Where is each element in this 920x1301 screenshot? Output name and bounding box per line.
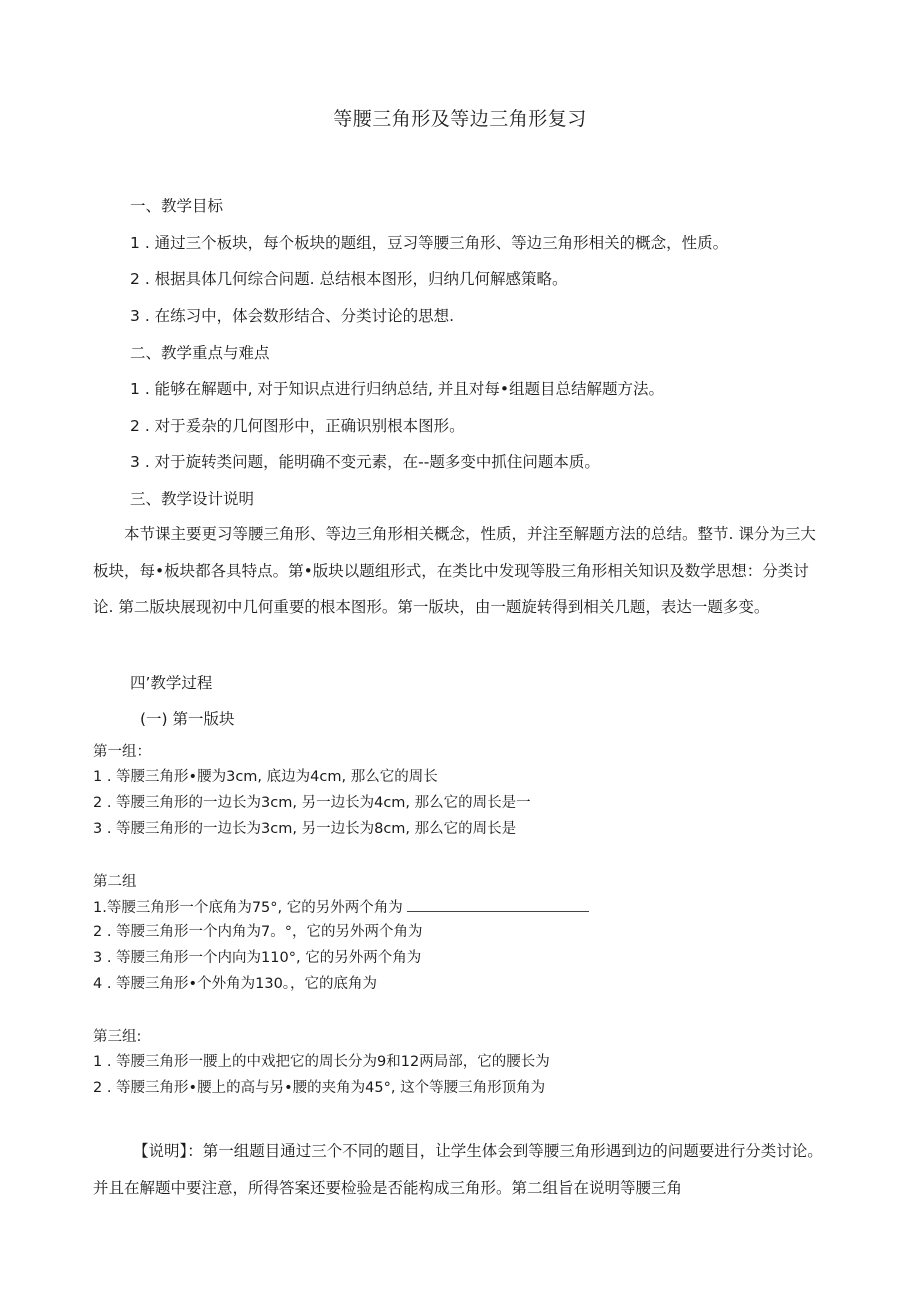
key-point-item: [130, 452, 600, 472]
question-item: [93, 1052, 550, 1072]
group-heading: 第三组:: [93, 1029, 142, 1045]
item-number: 1: [130, 234, 140, 252]
document-title: 等腰三角形及等边三角形复习: [333, 108, 587, 130]
design-paragraph: 本节课主要更习等腰三角形、等边三角形相关概念，性质，并注至解题方法的总结。整节. 课分为三大板块，每•板块都各具特点。第•版块以题组形式，在类比中发现等股三角形相关知识及数学思想：分类讨论. 第二版块展现初中几何重要的根本图形。第一版块，由一题旋转得到相关几题，表达一题多变。: [93, 525, 816, 616]
item-number: 2: [93, 924, 103, 940]
item-text: . 根据具体几何综合问题. 总结根本图形，归纳几何解感策略。: [144, 270, 568, 288]
question-item: [93, 897, 589, 918]
section-heading-key-points: 二、教学重点与难点: [130, 344, 270, 362]
item-text: . 等腰三角形一腰上的中戏把它的周长分为9和12两局部，它的腰长为: [106, 1054, 550, 1070]
item-text: . 对于爰杂的几何图形中，正确识别根本图形。: [144, 417, 465, 435]
key-point-item: [130, 379, 664, 399]
item-number: 3: [130, 453, 140, 471]
item-number: 1: [93, 769, 103, 785]
note-label: 【说明】: [133, 1142, 188, 1160]
answer-blank[interactable]: [407, 897, 589, 912]
item-number: 4: [93, 976, 103, 992]
objective-item: [130, 269, 568, 289]
item-number: 3: [93, 950, 103, 966]
note-text: ：第一组题目通过三个不同的题目，让学生体会到等腰三角形遇到边的问题要进行分类讨论。并且在解题中要注意，所得答案还要检验是否能构成三角形。第二组旨在说明等腰三角: [93, 1142, 823, 1197]
group-heading: 第二组: [93, 874, 137, 890]
objective-item: [130, 306, 454, 326]
question-item: [93, 1078, 545, 1098]
item-text: . 能够在解题中, 对于知识点进行归纳总结, 并且对每•组题目总结解题方法。: [144, 380, 665, 398]
objective-item: [130, 233, 728, 253]
item-text: . 在练习中，体会数形结合、分类讨论的思想.: [144, 307, 455, 325]
item-number: 2: [93, 795, 103, 811]
question-item: [93, 974, 377, 994]
item-number: 3: [130, 307, 140, 325]
question-item: [93, 948, 421, 968]
item-number: 3: [93, 821, 103, 837]
question-item: [93, 922, 423, 942]
item-number: 1: [130, 380, 140, 398]
question-item: [93, 793, 531, 813]
item-number: 2: [130, 270, 140, 288]
group-heading: 第一组：: [93, 744, 151, 760]
item-text: . 等腰三角形•腰为3cm, 底边为4cm, 那么它的周长: [106, 769, 438, 785]
item-text: . 等腰三角形的一边长为3cm, 另一边长为4cm, 那么它的周长是一: [106, 795, 531, 811]
item-text: . 等腰三角形一个内角为7。°，它的另外两个角为: [106, 924, 423, 940]
item-text: 1.等腰三角形一个底角为75°, 它的另外两个角为: [93, 900, 403, 916]
question-item: [93, 767, 438, 787]
item-number: 2: [130, 417, 140, 435]
item-number: 1: [93, 1054, 103, 1070]
item-text: . 等腰三角形的一边长为3cm, 另一边长为8cm, 那么它的周长是: [106, 821, 517, 837]
item-text: . 等腰三角形•个外角为130。，它的底角为: [106, 976, 378, 992]
section-heading-objectives: 一、教学目标: [130, 197, 224, 215]
key-point-item: [130, 416, 465, 436]
item-text: . 等腰三角形•腰上的高与另•腰的夹角为45°, 这个等腰三角形顶角为: [106, 1080, 546, 1096]
section-heading-process: 四’教学过程: [130, 674, 213, 692]
item-number: 2: [93, 1080, 103, 1096]
note-paragraph: [93, 1133, 825, 1206]
section-heading-design: 三、教学设计说明: [130, 490, 255, 508]
item-text: . 通过三个板块，每个板块的题组，豆习等腰三角形、等边三角形相关的概念，性质。: [144, 234, 729, 252]
question-item: [93, 819, 516, 839]
item-text: . 对于旋转类问题，能明确不变元素，在--题多变中抓住问题本质。: [144, 453, 600, 471]
subsection-heading: (一) 第一版块: [140, 710, 235, 728]
item-text: . 等腰三角形一个内向为110°, 它的另外两个角为: [106, 950, 422, 966]
